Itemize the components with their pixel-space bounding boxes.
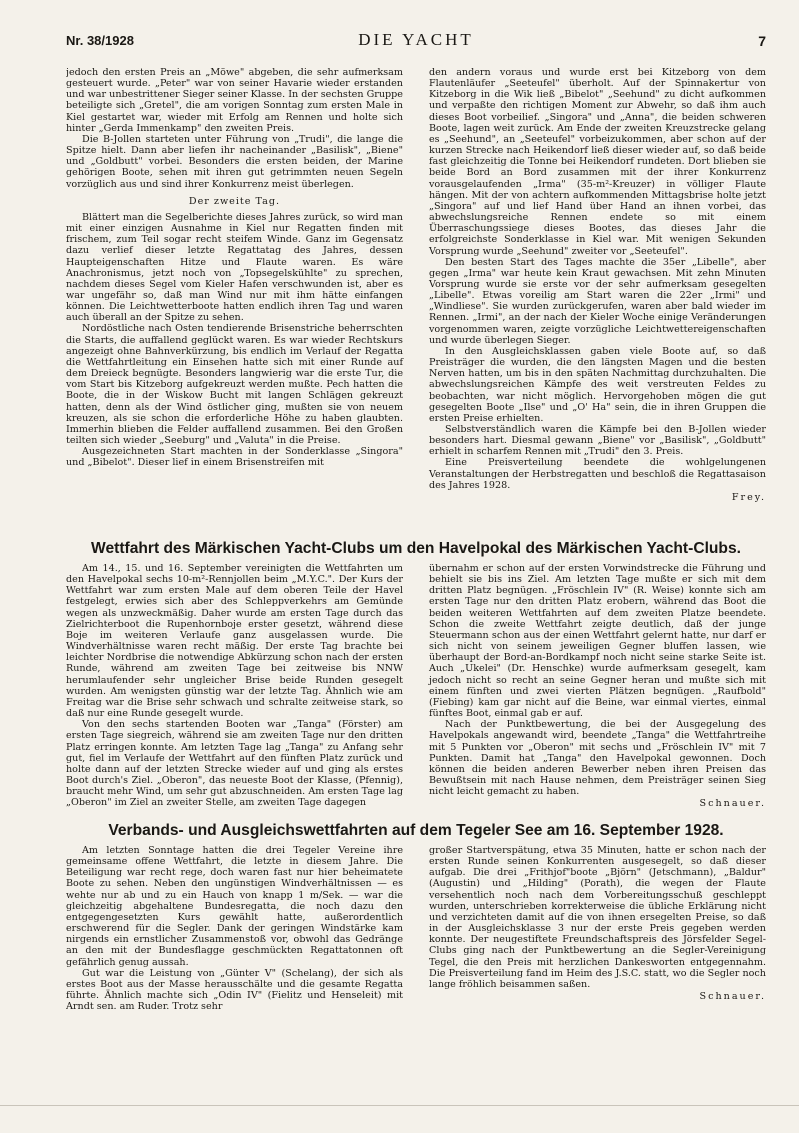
page-header [66,30,766,51]
column-left [66,67,403,530]
issue-number: Nr. 38/1928 [66,33,134,48]
paragraph: jedoch den ersten Preis an „Möwe" abgeben, die sehr aufmerksam gesteuert wurde. „Peter" war von seiner Havarie wieder erstanden und war unbestrittener Sieger seiner Klasse. In der sechsten Gruppe beteiligte sich „Gretel", die am vorigen Sonntag zum ersten Male in Kiel gestartet war, wieder mit Erfolg am Rennen und holte sich hinter „Gerda Immenkamp" den zweiten Preis. [66,67,403,134]
paragraph: Den besten Start des Tages machte die 35er „Libelle", aber gegen „Irma" war heute kein Kraut gewachsen. Mit zehn Minuten Vorsprung wurde sie erste vor der sehr aufmerksam gesegelten „Libelle". Etwas voreilig am Start waren die 22er „Irmi" und „Windliese". Sie wurden zurückgerufen, waren aber bald wieder im Rennen. „Irmi", an der nach der Kieler Woche einige Veränderungen vorgenommen waren, zeigte vorzügliche Leichtwettereigenschaften und wurde überlegen Sieger. [429,256,766,346]
masthead: DIE YACHT [358,30,474,49]
author-signature: Frey. [731,491,766,503]
paragraph: Nordöstliche nach Osten tendierende Brisenstriche beherrschten die Starts, die auffallend geglückt waren. Es war wieder Rechtskurs angezeigt ohne Bahnverkürzung, bis endlich im Verlauf der Regatta die Wettfahrtleitung ein Einsehen hatte sich mit einer Runde auf dem Dreieck begnügte. Besonders langwierig war die erste Tur, die vom Start bis Kitzeborg aufgekreuzt werden mußte. Pech hatten die Boote, die in der Wiskow Bucht mit langen Schlägen gekreuzt hatten, denn als der Wind östlicher ging, mußten sie von neuem kreuzen, als sie schon die erforderliche Höhe zu haben glaubten. Immerhin blieben die Felder auffallend zusammen. Bei den Großen teilten sich wieder „Seeburg" und „Valuta" in die Preise. [66,323,403,446]
paragraph: Ausgezeichneten Start machten in der Sonderklasse „Singora" und „Bibelot". Dieser lief in einem Brisenstreifen mit [66,446,403,469]
paragraph: den andern voraus und wurde erst bei Kitzeborg von dem Flautenläufer „Seeteufel" überholt. Auf der Spinnakertur von Kitzeborg in die Wik ließ „Bibelot" „Seehund" zu dicht aufkommen und verpaßte den richtigen Moment zur Abwehr, so daß ihm auch dieses Boot vorbeilief. „Singora" und „Anna", die beiden schweren Boote, lagen weit zurück. Am Ende der zweiten Kreuzstrecke gelang es „Seehund", an „Seeteufel" vorbeizukommen, aber schon auf der kurzen Strecke nach Heikendorf ließ dieser wieder auf, so daß beide fast gleichzeitig die Tonne bei Heikendorf rundeten. Dort blieben sie beide Bord an Bord zusammen mit der ihrer Konkurrenz vorausgelaufenden „Irma" (35-m²-Kreuzer) in völliger Flaute hängen. Mit der von achtern aufkommenden Mittagsbrise holte jetzt „Singora" auf und lief Hand über Hand an ihnen vorbei, das abwechslungsreiche Rennen endete so mit einem Überraschungssiege dieses Bootes, das dieses Jahr die erfolgreichste Sonderklasse in Kiel war. Mit wenigen Sekunden Vorsprung wurde „Seehund" zweiter vor „Seeteufel". [429,67,766,257]
paragraph: Gut war die Leistung von „Günter V" (Schelang), der sich als erstes Boot aus der Masse herausschälte und die gesamte Regatta führte. Ähnlich machte sich „Odin IV" (Fielitz und Henseleit) mit Arndt sen. am Ruder. Trotz sehr [66,967,403,1013]
column-right [429,845,766,1059]
paragraph: Die B-Jollen starteten unter Führung von „Trudi", die lange die Spitze hielt. Dann aber liefen ihr nacheinander „Basilisk", „Biene" und „Goldbutt" vorbei. Besonders die ersten beiden, der Marine gehörigen Boote, sehen mit ihren gut getrimmten neuen Segeln vorzüglich aus und sind ihrer Konkurrenz meist überlegen. [66,133,403,190]
column-left [66,563,403,810]
subheading: Der zweite Tag. [188,195,281,207]
paragraph: Selbstverständlich waren die Kämpfe bei den B-Jollen wieder besonders hart. Diesmal gewann „Biene" vor „Basilisk", „Goldbutt" erhielt in scharfem Rennen mit „Trudi" den 3. Preis. [429,424,766,458]
paragraph: Blättert man die Segelberichte dieses Jahres zurück, so wird man mit einer einzigen Ausnahme in Kiel nur Regatten finden mit frischem, zum Teil sogar recht steifem Winde. Ganz im Gegensatz dazu verlief dieser letzte Regattatag des Jahres, dessen Haupteigenschaften Hitze und Flaute waren. Es wäre Anachronismus, jetzt noch von „Topsegelskühlte" zu sprechen, nachdem dieses Segel vom Kieler Hafen verschwunden ist, aber es war ungefähr so, daß man Wind nur mit ihm hätte einfangen können. Die Leichtwetterboote hatten endlich ihren Tag und waren auch überall an der Spitze zu sehen. [66,211,403,324]
paragraph: Am letzten Sonntage hatten die drei Tegeler Vereine ihre gemeinsame offene Wettfahrt, die letzte in diesem Jahre. Die Beteiligung war recht rege, doch waren fast nur hier beheimatete Boote zu sehen. Neben den ungünstigen Windverhältnissen — es wehte nur ab und zu ein Hauch von knapp 1 m/Sek. — war die gleichzeitig abgehaltene Bundesregatta, die noch dazu den entgegengesetzten Kurs gewählt hatte, außerordentlich erschwerend für die Segler. Dank der geringen Windstärke kam nirgends ein ernstlicher Zusammenstoß vor, obwohl das Gedränge an den mit der Bundesflagge geschmückten Regattatonnen oft gefährlich genug aussah. [66,845,403,968]
bottom-rule [0,1105,799,1106]
section-havelpokal [66,563,766,810]
paragraph: übernahm er schon auf der ersten Vorwindstrecke die Führung und behielt sie bis ins Ziel. Am letzten Tage mußte er sich mit dem dritten Platz begnügen. „Fröschlein IV" (R. Weise) konnte sich am ersten Tage nur den dritten Platz erobern, während das Boot die beiden weiteren Wettfahrten auf dem zweiten Platze beendete. Schon die zweite Wettfahrt zeigte deutlich, daß der junge Steuermann schon aus der einen Wettfahrt gelernt hatte, nur darf er sich nicht von seinem jeweiligen Gegner bluffen lassen, wie überhaupt der Bord-an-Bordkampf noch nicht seine starke Seite ist. Auch „Ukelei" (Dr. Henschke) wurde aufmerksam gesegelt, kam jedoch nicht so recht an seine Gegner heran und mußte sich mit einem fünften und zwei vierten Plätzen begnügen. „Raufbold" (Fiebing) kam gar nicht auf die Beine, war einmal viertes, einmal fünftes Boot, einmal gab er auf. [429,563,766,720]
headline-havelpokal: Wettfahrt des Märkischen Yacht-Clubs um den Havelpokal des Märkischen Yacht-Clubs. [91,540,741,557]
author-signature: Schnauer. [699,991,766,1003]
paragraph: Nach der Punktbewertung, die bei der Ausgegelung des Havelpokals angewandt wird, beendete „Tanga" die Wettfahrtreihe mit 5 Punkten vor „Oberon" mit sechs und „Fröschlein IV" mit 7 Punkten. Damit hat „Tanga" den Havelpokal gewonnen. Doch können die beiden anderen Bewerber neben ihren Preisen das Bewußtsein mit nach Hause nehmen, dem Preisträger seinen Sieg nicht leicht gemacht zu haben. [429,719,766,798]
paragraph: In den Ausgleichsklassen gaben viele Boote auf, so daß Preisträger die wurden, die den längsten Magen und die besten Nerven hatten, um bis in den späten Nachmittag durchzuhalten. Die abwechslungsreichen Kämpfe des weit verstreuten Feldes zu beobachten, war nicht möglich. Hervorgehoben mögen die gut gesegelten Boote „Ilse" und „O' Ha" sein, die in ihren Gruppen die ersten Preise erhielten. [429,345,766,424]
headline-tegeler-see: Verbands- und Ausgleichswettfahrten auf dem Tegeler See am 16. September 1928. [108,822,724,839]
page-number: 7 [758,33,766,49]
paragraph: Am 14., 15. und 16. September vereinigten die Wettfahrten um den Havelpokal sechs 10-m²-Rennjollen beim „M.Y.C.". Der Kurs der Wettfahrt war zum ersten Male auf dem oberen Teile der Havel festgelegt, erwies sich aber des Schleppverkehrs am Gemünde wegen als unzweckmäßig. Daher wurde am ersten Tage durch das Zielrichterboot die Rupenhornboje erster gesetzt, während diese Boje im weiteren Verlaufe ganz ausgelassen wurde. Die Windverhältnisse waren recht mäßig. Der erste Tag brachte bei leichter Nordbrise die notwendige Abkürzung schon nach der ersten Runde, während am zweiten Tage bei zeitweise bis NNW herumlaufender sehr ungleicher Brise beide Runden gesegelt wurden. Am wenigsten günstig war der letzte Tag. Ähnlich wie am Freitag war die Brise sehr schwach und schralte zeitweise stark, so daß nur eine Runde gesegelt wurde. [66,563,403,720]
paragraph: Von den sechs startenden Booten war „Tanga" (Förster) am ersten Tage siegreich, während sie am zweiten Tage nur den dritten Platz erringen konnte. Am letzten Tage lag „Tanga" zu Anfang sehr gut, fiel im Verlaufe der Wettfahrt auf den fünften Platz zurück und holte dann auf der letzten Strecke wieder auf und ging als erstes Boot durch's Ziel. „Oberon", das neueste Boot der Klasse, (Pfennig), braucht mehr Wind, um sehr gut abzuschneiden. Am ersten Tage lag „Oberon" im Ziel an zweiter Stelle, am zweiten Tage dagegen [66,719,403,809]
column-left [66,845,403,1059]
author-signature: Schnauer. [699,798,766,810]
section-herbstregatta-report [66,67,766,530]
paragraph: großer Startverspätung, etwa 35 Minuten, hatte er schon nach der ersten Runde seinen Konkurrenten ausgesegelt, so daß dieser aufgab. Die drei „Frithjof"boote „Björn" (Jetschmann), „Baldur" (Augustin) und „Hilding" (Porath), die wegen der Flaute versehentlich noch nach dem Vorbereitungsschuß geschleppt wurden, unterschrieben korrekterweise die übliche Erklärung nicht und verzichteten damit auf die von ihnen ersegelten Preise, so daß in der Ausgleichsklasse 3 nur der erste Preis gegeben werden konnte. Der neugestiftete Freundschaftspreis des Jörsfelder Segel-Clubs ging nach der Punktbewertung an die Segler-Vereinigung Tegel, die den Preis mit herzlichen Dankesworten entgegennahm. Die Preisverteilung fand im Heim des J.S.C. statt, wo die Segler noch lange fröhlich beisammen saßen. [429,845,766,990]
column-right [429,563,766,810]
section-tegeler-see [66,845,766,1059]
paragraph: Eine Preisverteilung beendete die wohlgelungenen Veranstaltungen der Herbstregatten und beschloß die Regattasaison des Jahres 1928. [429,457,766,491]
column-right [429,67,766,530]
